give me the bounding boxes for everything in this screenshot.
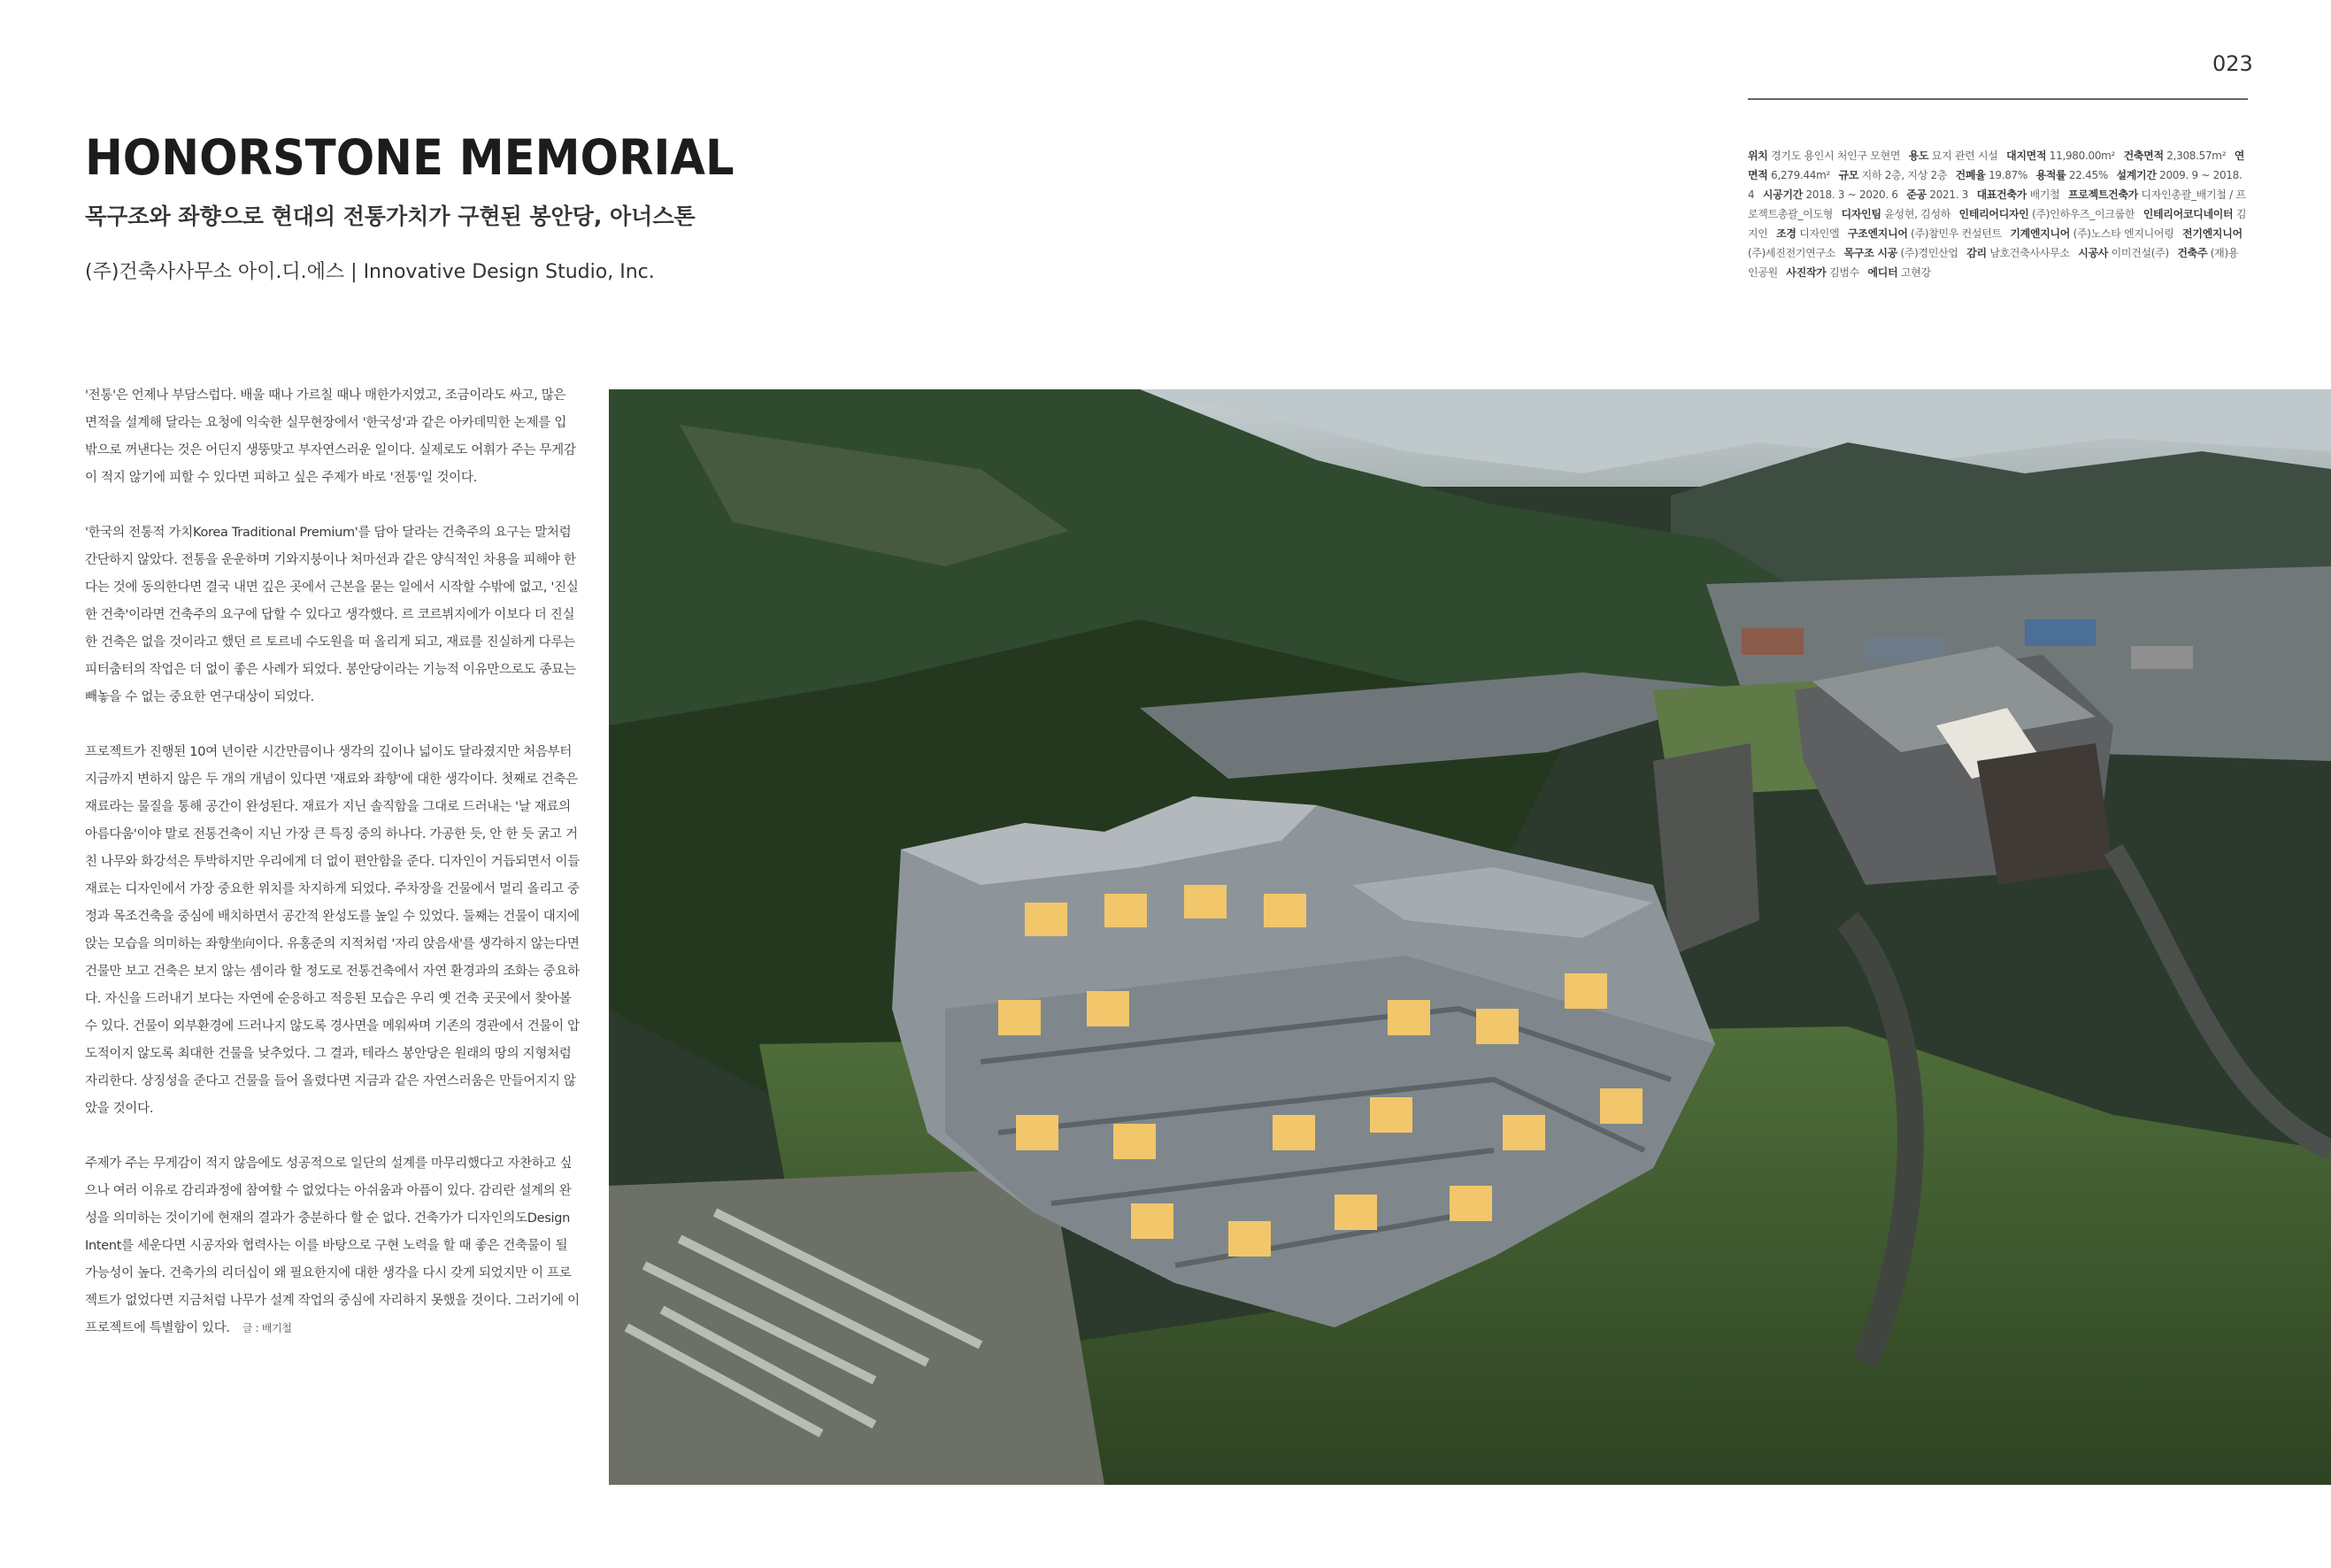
credit-label: 프로젝트건축가 <box>2067 188 2139 201</box>
credit-value: 6,279.44m² <box>1767 169 1831 181</box>
credit-value: 고현강 <box>1897 266 1931 279</box>
credit-label: 시공기간 <box>1762 188 1804 201</box>
body-paragraph: '전통'은 언제나 부담스럽다. 배울 때나 가르칠 때나 매한가지였고, 조금이라도 싸고, 많은 면적을 설계해 달라는 요청에 익숙한 실무현장에서 '한국성'과 같은 아카데믹한 논제를 입 밖으로 꺼낸다는 것은 어딘지 생뚱맞고 부자연스러운 일이다. 실제로도 어휘가 주는 무게감이 적지 않기에 피할 수 있다면 피하고 싶은 주제가 바로 '전통'일 것이다. <box>85 388 576 485</box>
credit-item <box>2124 150 2227 162</box>
credit-label: 에디터 <box>1867 266 1898 279</box>
credit-label: 기계엔지니어 <box>2010 227 2071 240</box>
credit-label: 용적률 <box>2035 169 2066 181</box>
credit-value: 디자인총괄_배기철 / 프로젝트총괄_이도형 <box>1748 188 2246 220</box>
architect-firm: (주)건축사사무소 아이.디.에스 | Innovative Design Studio, Inc. <box>85 261 655 283</box>
credit-value: 묘지 관련 시설 <box>1928 150 1998 162</box>
body-paragraph <box>85 1150 581 1342</box>
credit-item <box>1956 169 2027 181</box>
page-number: 023 <box>2212 51 2253 76</box>
credit-value: (재)용인공원 <box>1748 247 2239 279</box>
credit-value: 2018. 3 ~ 2020. 6 <box>1803 188 1898 201</box>
credit-item <box>1977 188 2060 201</box>
article-body <box>85 382 581 1497</box>
credit-label: 사진작가 <box>1786 266 1827 279</box>
subtitle: 목구조와 좌향으로 현대의 전통가치가 구현된 봉안당, 아너스톤 <box>85 204 696 229</box>
credit-item <box>1842 208 1950 220</box>
body-paragraph: '한국의 전통적 가치Korea Traditional Premium'를 담아 달라는 건축주의 요구는 말처럼 간단하지 않았다. 전통을 운운하며 기와지붕이나 처마선과 같은 양식적인 차용을 피해야 한다는 것에 동의한다면 결국 내면 깊은 곳에서 근본을 묻는 일에서 시작할 수밖에 없고, '진실한 건축'이라면 건축주의 요구에 답할 수 있다고 생각했다. 르 코르뷔지에가 이보다 더 진실한 건축은 없을 것이라고 했던 르 토르네 수도원을 떠 올리게 되고, 재료를 진실하게 다루는 피터춤터의 작업은 더 없이 좋은 사례가 되었다. 봉안당이라는 기능적 이유만으로도 종묘는 빼놓을 수 없는 중요한 연구대상이 되었다. <box>85 526 579 704</box>
credit-item <box>1848 227 2002 240</box>
credit-label: 규모 <box>1838 169 1859 181</box>
credit-label: 인테리어디자인 <box>1958 208 2029 220</box>
credit-label: 건축면적 <box>2123 150 2164 162</box>
credit-label: 위치 <box>1748 150 1768 162</box>
credit-label: 대표건축가 <box>1976 188 2027 201</box>
credit-value: (주)경민산업 <box>1896 247 1958 259</box>
credit-label: 목구조 시공 <box>1843 247 1897 259</box>
credit-label: 대지면적 <box>2006 150 2047 162</box>
credit-item <box>1844 247 1958 259</box>
credit-item <box>1868 266 1931 279</box>
credit-label: 전기엔지니어 <box>2182 227 2243 240</box>
credit-item <box>2006 150 2115 162</box>
credit-label: 설계기간 <box>2116 169 2157 181</box>
credit-item <box>2010 227 2173 240</box>
credit-label: 준공 <box>1906 188 1927 201</box>
credit-value: 2009. 9 ~ 2018. 4 <box>1748 169 2243 201</box>
credit-value: 2,308.57m² <box>2163 150 2227 162</box>
credit-value: 지하 2층, 지상 2층 <box>1858 169 1948 181</box>
project-credits <box>1748 146 2248 305</box>
credit-label: 용도 <box>1908 150 1929 162</box>
credit-item <box>1909 150 1998 162</box>
body-paragraph: 프로젝트가 진행된 10여 년이란 시간만큼이나 생각의 깊이나 넓이도 달라졌지만 처음부터 지금까지 변하지 않은 두 개의 개념이 있다면 '재료와 좌향'에 대한 생각이다. 첫째로 건축은 재료라는 물질을 통해 공간이 완성된다. 재료가 지닌 솔직함을 그대로 드러내는 '날 재료의 아름다움'이야 말로 전통건축이 지닌 가장 큰 특징 중의 하나다. 가공한 듯, 안 한 듯 굵고 거친 나무와 화강석은 투박하지만 우리에게 더 없이 편안함을 준다. 디자인이 거듭되면서 이들 재료는 디자인에서 가장 중요한 위치를 차지하게 되었다. 주차장을 건물에서 멀리 올리고 중정과 목조건축을 중심에 배치하면서 공간적 완성도를 높일 수 있었다. 둘째는 건물이 대지에 앉는 모습을 의미하는 좌향坐向이다. 유홍준의 지적처럼 '자리 앉음새'를 생각하지 않는다면 건물만 보고 건축은 보지 않는 셈이라 할 정도로 전통건축에서 자연 환경과의 조화는 중요하다. 자신을 드러내기 보다는 자연에 순응하고 적응된 모습은 우리 옛 건축 곳곳에서 찾아볼 수 있다. 건물이 외부환경에 드러나지 않도록 경사면을 메워싸며 기존의 경관에서 건물이 압도적이지 않도록 최대한 건물을 낮추었다. 그 결과, 테라스 봉안당은 원래의 땅의 지형처럼 자리한다. 상징성을 준다고 건물을 들어 올렸다면 지금과 같은 자연스러움은 만들어지지 않았을 것이다. <box>85 745 580 1116</box>
credit-label: 구조엔지니어 <box>1847 227 1908 240</box>
credit-label: 디자인팀 <box>1841 208 1881 220</box>
credit-item <box>2078 247 2169 259</box>
credit-value: (주)세진전기연구소 <box>1748 247 1836 259</box>
credit-value: 이미건설(주) <box>2108 247 2169 259</box>
credit-item <box>1966 247 2069 259</box>
credit-label: 건폐율 <box>1955 169 1986 181</box>
credit-item <box>1959 208 2135 220</box>
credit-item <box>1839 169 1948 181</box>
credit-value: 22.45% <box>2066 169 2108 181</box>
credit-label: 인테리어코디네이터 <box>2143 208 2234 220</box>
header-rule <box>1748 98 2248 100</box>
credit-item <box>1776 227 1839 240</box>
body-paragraph-text: 주제가 주는 무게감이 적지 않음에도 성공적으로 일단의 설계를 마무리했다고 자찬하고 싶으나 여러 이유로 감리과정에 참여할 수 없었다는 아쉬움과 아픔이 있다. 감리란 설계의 완성을 의미하는 것이기에 현재의 결과가 충분하다 할 순 없다. 건축가가 디자인의도Design Intent를 세운다면 시공자와 협력사는 이를 바탕으로 구현 노력을 할 때 좋은 건축물이 될 가능성이 높다. 건축가의 리더십이 왜 필요한지에 대한 생각을 다시 갖게 되었지만 이 프로젝트가 없었다면 지금처럼 나무가 설계 작업의 중심에 자리하지 못했을 것이다. 그러기에 이 프로젝트에 특별함이 있다. <box>85 1157 580 1335</box>
credit-value: 디자인엘 <box>1796 227 1840 240</box>
credit-item <box>2036 169 2108 181</box>
credit-value: 배기철 <box>2027 188 2060 201</box>
credit-value: (주)참민우 컨설턴트 <box>1907 227 2002 240</box>
credit-value: 남호건축사사무소 <box>1986 247 2070 259</box>
credit-label: 건축주 <box>2177 247 2208 259</box>
credit-value: 김범수 <box>1826 266 1859 279</box>
credit-value: 2021. 3 <box>1926 188 1969 201</box>
building-photo <box>609 389 2331 1485</box>
credit-item <box>1763 188 1898 201</box>
credit-value: 경기도 용인시 처인구 모현면 <box>1767 150 1901 162</box>
credit-value: 19.87% <box>1985 169 2028 181</box>
credit-item <box>1786 266 1859 279</box>
page-title: HONORSTONE MEMORIAL <box>85 129 735 186</box>
credit-label: 시공사 <box>2078 247 2109 259</box>
credit-item <box>1748 150 1900 162</box>
credit-value: (주)인하우즈_이크룹한 <box>2028 208 2135 220</box>
credit-value: (주)노스타 엔지니어링 <box>2070 227 2174 240</box>
credit-label: 감리 <box>1966 247 1987 259</box>
credit-label: 조경 <box>1776 227 1796 240</box>
credit-value: 김지인 <box>1748 208 2247 240</box>
credit-value: 윤성현, 김성하 <box>1881 208 1951 220</box>
credit-label: 연면적 <box>1748 150 2245 181</box>
credit-item <box>1906 188 1968 201</box>
credit-value: 11,980.00m² <box>2046 150 2116 162</box>
author-signature: 글 : 배기철 <box>242 1322 292 1334</box>
